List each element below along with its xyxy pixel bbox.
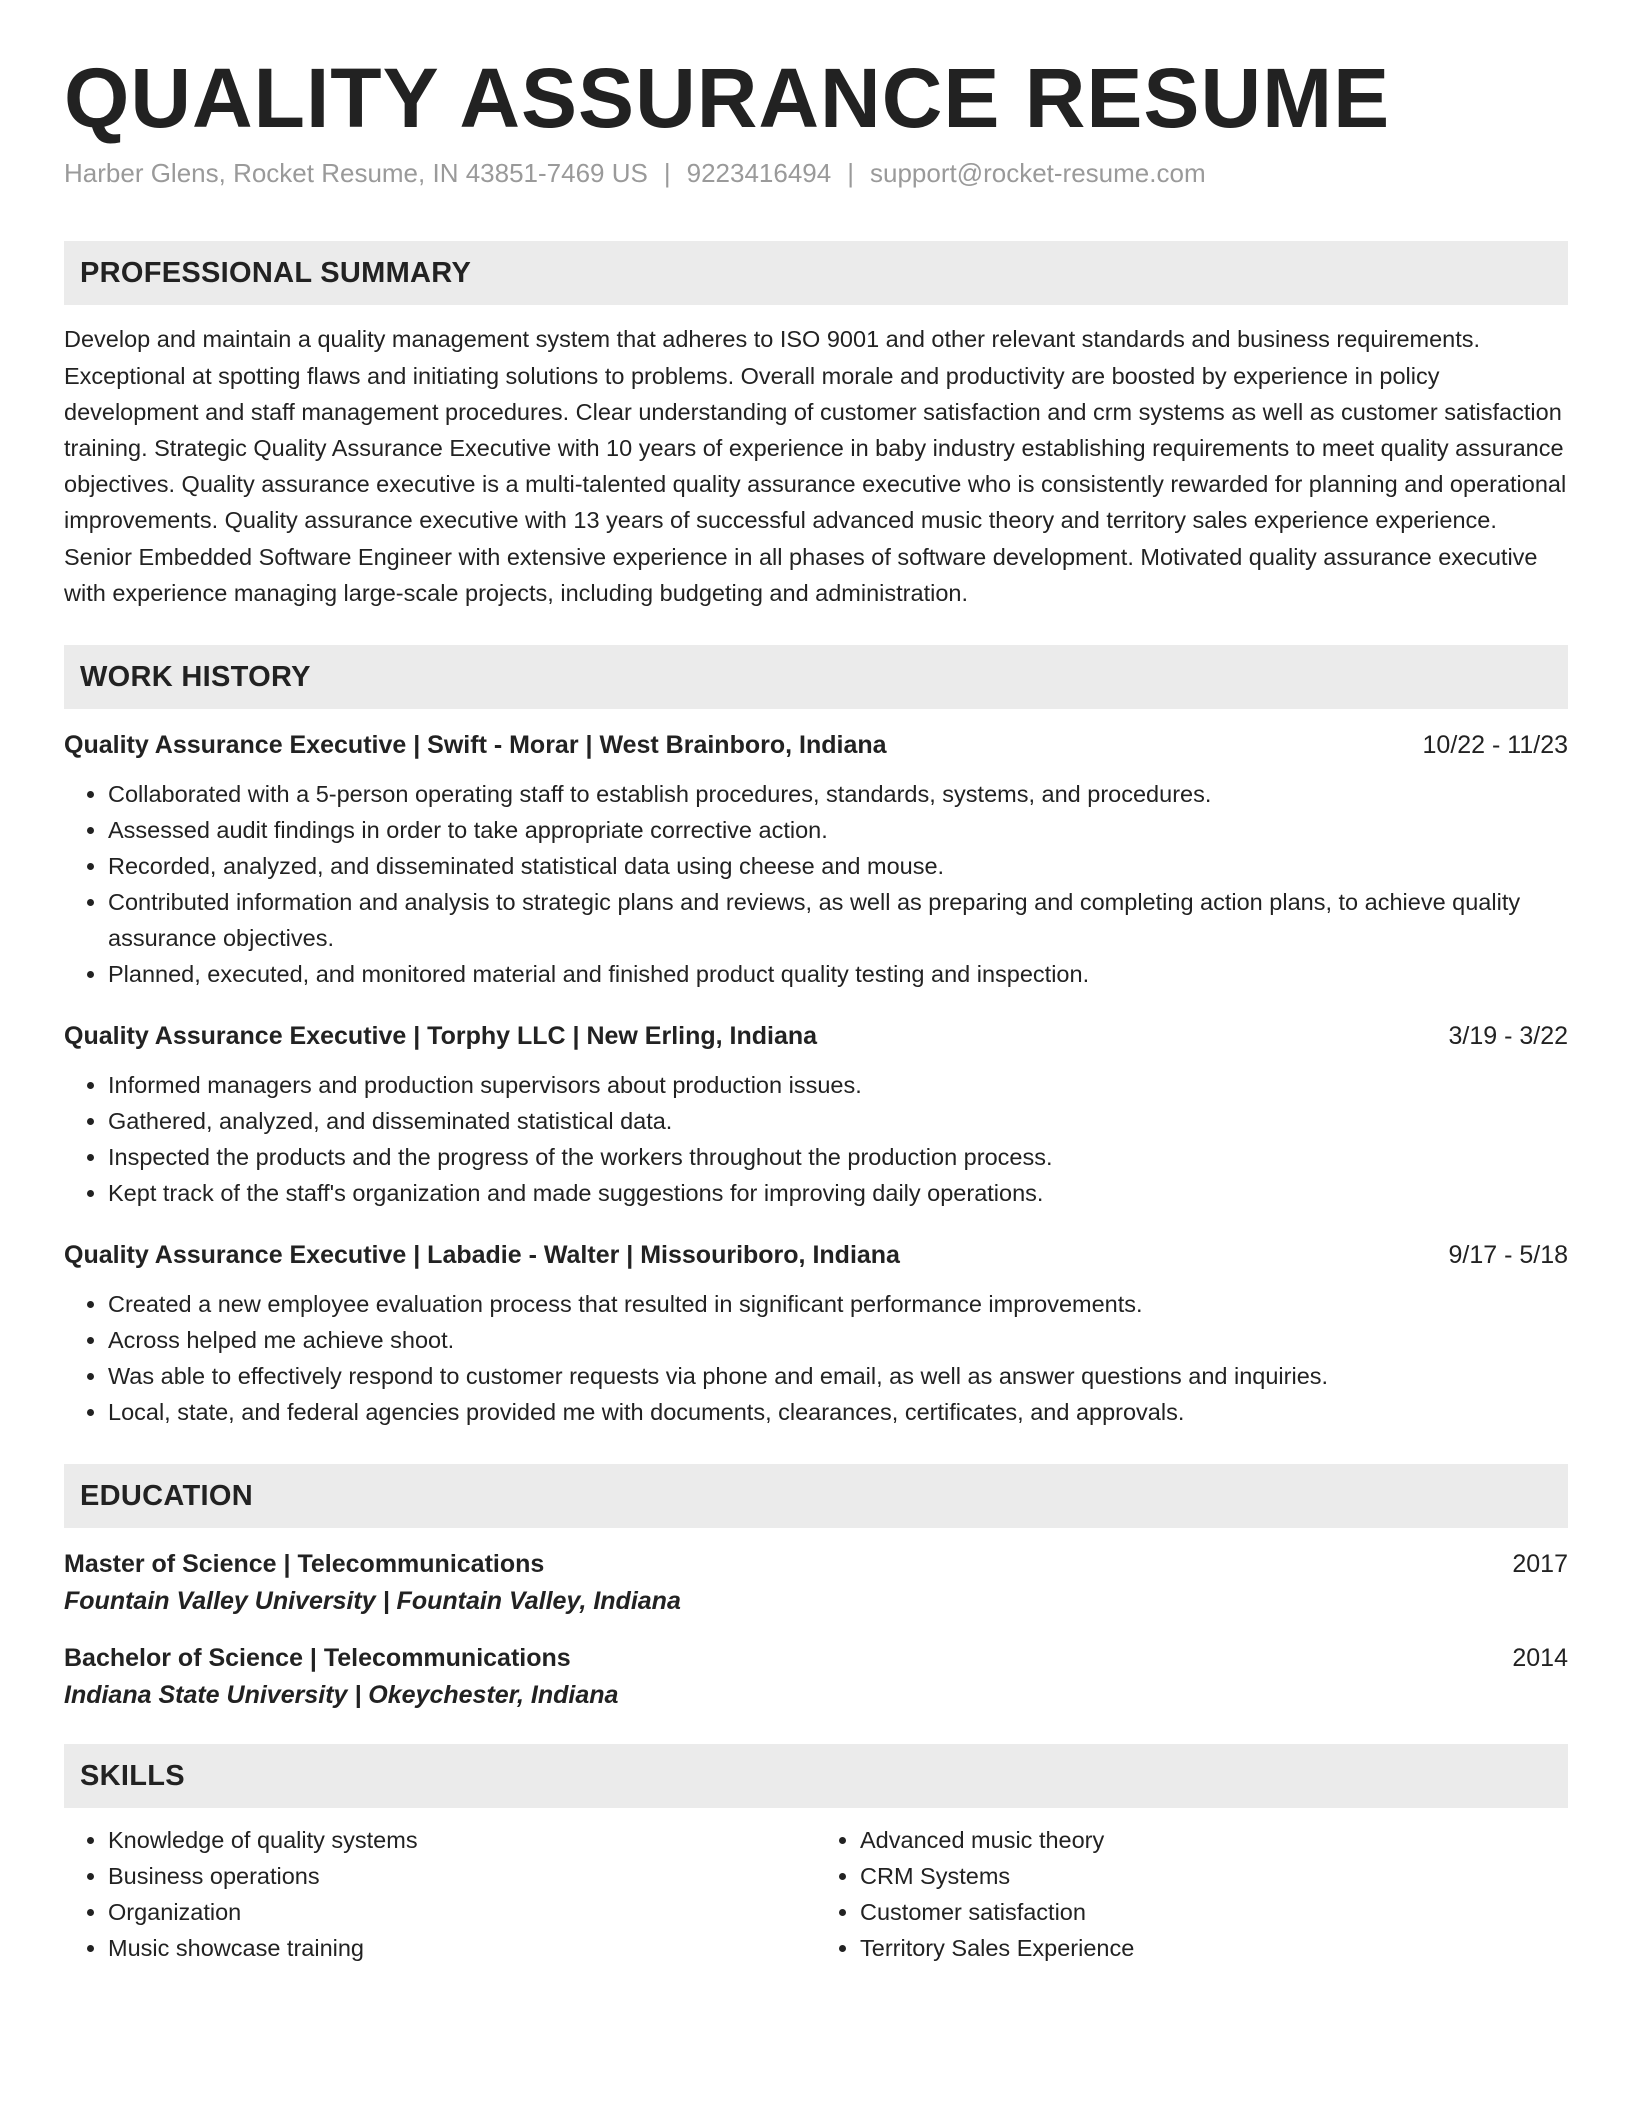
skills-list [64, 1822, 1568, 1966]
section-heading-work-history: WORK HISTORY [64, 645, 1568, 709]
job-bullets [64, 1067, 1568, 1211]
job-bullet: • Local, state, and federal agencies provided me with documents, clearances, certificates, and approvals. [108, 1394, 1568, 1430]
skill-item: • Organization [108, 1894, 816, 1930]
job-bullet: • Planned, executed, and monitored material and finished product quality testing and inspection. [108, 956, 1568, 992]
job-bullet: • Contributed information and analysis to strategic plans and reviews, as well as preparing and completing action plans, to achieve quality assurance objectives. [108, 884, 1568, 956]
job-dates: 3/19 - 3/22 [1448, 1022, 1568, 1051]
contact-phone: 9223416494 [686, 158, 832, 189]
skill-item: • Customer satisfaction [860, 1894, 1568, 1930]
job-bullet: • Gathered, analyzed, and disseminated statistical data. [108, 1103, 1568, 1139]
skills-column-left [64, 1822, 816, 1966]
education-degree: Master of Science | Telecommunications [64, 1550, 545, 1579]
job-bullets [64, 1286, 1568, 1430]
job-bullet: • Kept track of the staff's organization and made suggestions for improving daily operations. [108, 1175, 1568, 1211]
education-degree: Bachelor of Science | Telecommunications [64, 1644, 571, 1673]
job-bullet: • Created a new employee evaluation process that resulted in significant performance improvements. [108, 1286, 1568, 1322]
resume-title: QUALITY ASSURANCE RESUME [64, 51, 1391, 145]
skill-item: • CRM Systems [860, 1858, 1568, 1894]
skills-column-right [816, 1822, 1568, 1966]
job-entry [64, 731, 1568, 992]
skill-item: • Territory Sales Experience [860, 1930, 1568, 1966]
contact-separator: | [847, 158, 854, 189]
education-entry [64, 1644, 1568, 1710]
skill-item: • Knowledge of quality systems [108, 1822, 816, 1858]
job-bullet: • Inspected the products and the progress of the workers throughout the production process. [108, 1139, 1568, 1175]
education-entry [64, 1550, 1568, 1616]
job-entry [64, 1022, 1568, 1211]
contact-separator: | [663, 158, 671, 189]
skill-item: • Business operations [108, 1858, 816, 1894]
contact-email: support@rocket-resume.com [869, 158, 1206, 189]
contact-line [64, 158, 1568, 189]
job-dates: 9/17 - 5/18 [1448, 1241, 1568, 1270]
contact-address: Harber Glens, Rocket Resume, IN 43851-7469 US [64, 158, 648, 189]
job-dates: 10/22 - 11/23 [1422, 731, 1568, 760]
job-bullet: • Collaborated with a 5-person operating staff to establish procedures, standards, systems, and procedures. [108, 776, 1568, 812]
job-bullets [64, 776, 1568, 992]
education-school: Fountain Valley University | Fountain Valley, Indiana [64, 1587, 681, 1616]
job-bullet: • Was able to effectively respond to customer requests via phone and email, as well as answer questions and inquiries. [108, 1358, 1568, 1394]
job-bullet: • Assessed audit findings in order to take appropriate corrective action. [108, 812, 1568, 848]
education-year: 2017 [1512, 1550, 1568, 1579]
section-heading-skills: SKILLS [64, 1744, 1568, 1808]
skill-item: • Music showcase training [108, 1930, 816, 1966]
job-bullet: • Recorded, analyzed, and disseminated statistical data using cheese and mouse. [108, 848, 1568, 884]
skill-item: • Advanced music theory [860, 1822, 1568, 1858]
job-title: Quality Assurance Executive | Torphy LLC | New Erling, Indiana [64, 1022, 818, 1051]
section-heading-education: EDUCATION [64, 1464, 1568, 1528]
job-bullet: • Informed managers and production supervisors about production issues. [108, 1067, 1568, 1103]
job-title: Quality Assurance Executive | Swift - Morar | West Brainboro, Indiana [64, 731, 887, 760]
summary-text: Develop and maintain a quality management system that adheres to ISO 9001 and other relevant standards and business requirements. Exceptional at spotting flaws and initiating solutions to problems. Overall morale and productivity are boosted by experience in policy development and staff management procedures. Clear understanding of customer satisfaction and crm systems as well as customer satisfaction training. Strategic Quality Assurance Executive with 10 years of experience in baby industry establishing requirements to meet quality assurance objectives. Quality assurance executive is a multi-talented quality assurance executive who is consistently rewarded for planning and operational improvements. Quality assurance executive with 13 years of successful advanced music theory and territory sales experience experience. Senior Embedded Software Engineer with extensive experience in all phases of software development. Motivated quality assurance executive with experience managing large-scale projects, including budgeting and administration. [64, 326, 1567, 606]
education-year: 2014 [1512, 1644, 1568, 1673]
job-entry [64, 1241, 1568, 1430]
section-heading-summary: PROFESSIONAL SUMMARY [64, 241, 1568, 305]
job-bullet: • Across helped me achieve shoot. [108, 1322, 1568, 1358]
job-title: Quality Assurance Executive | Labadie - Walter | Missouriboro, Indiana [64, 1241, 900, 1270]
education-school: Indiana State University | Okeychester, Indiana [64, 1681, 619, 1710]
